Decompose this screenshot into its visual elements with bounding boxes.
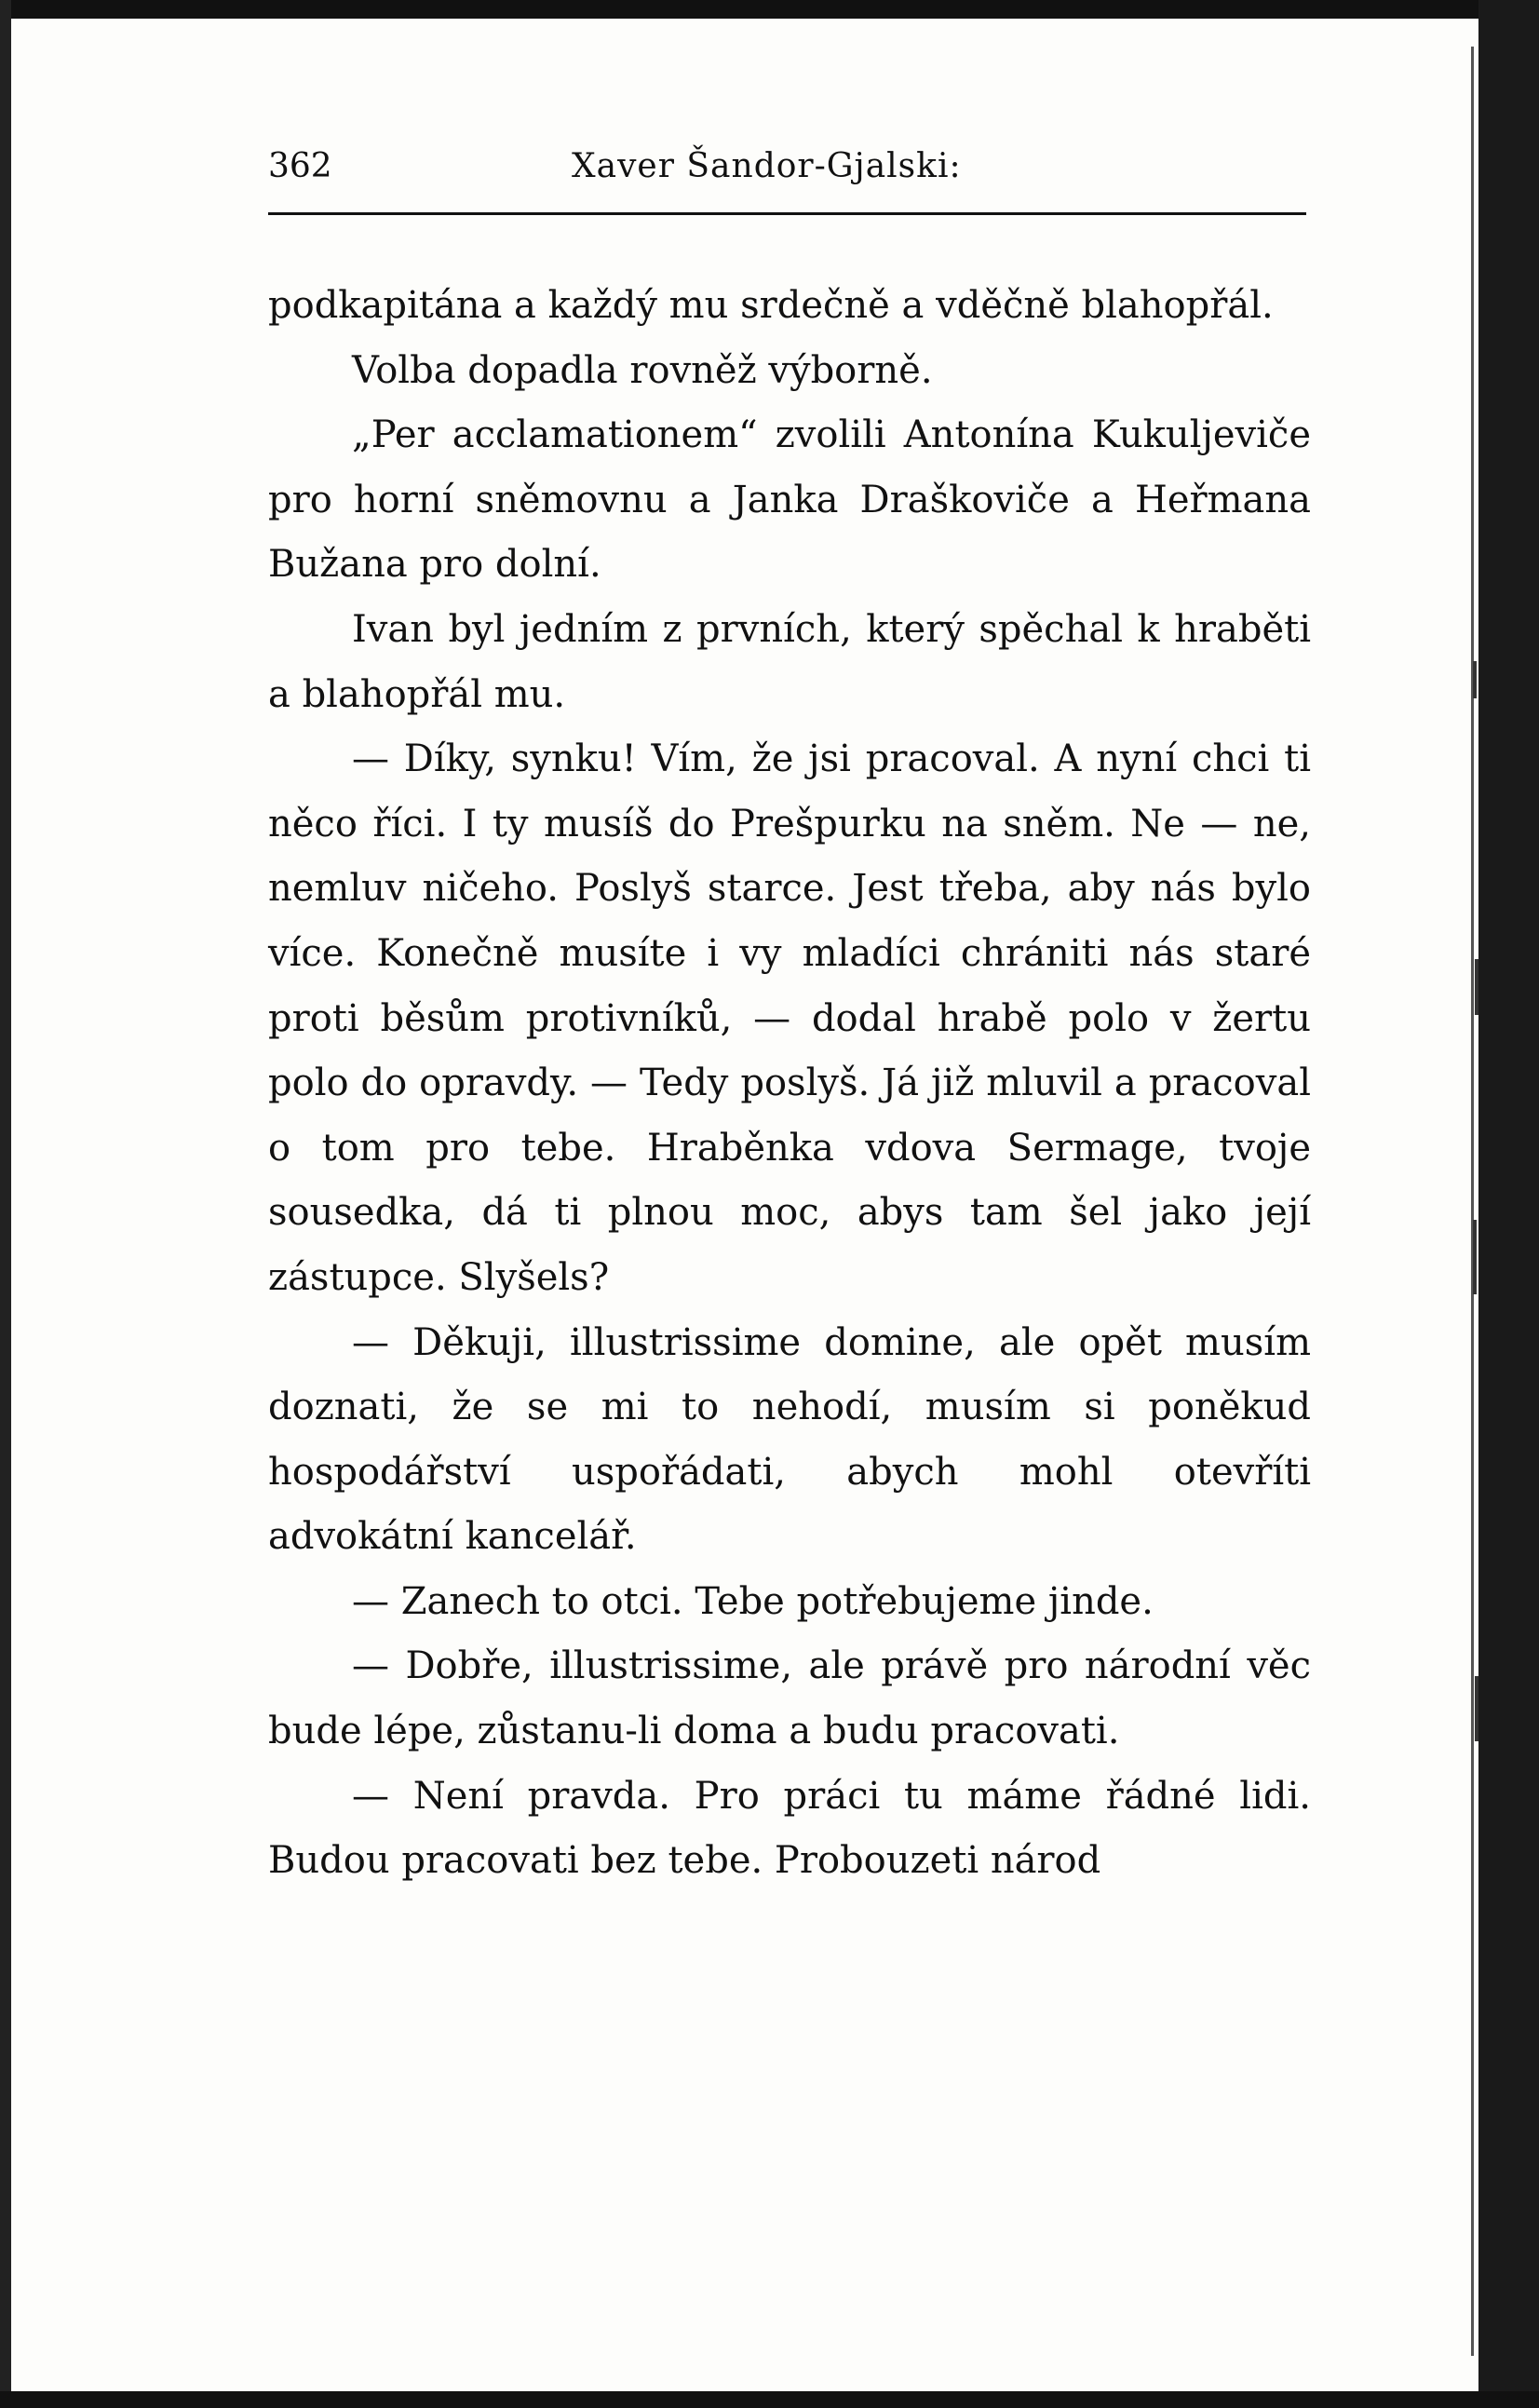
scan-border-left [0, 0, 11, 2408]
paragraph: podkapitána a každý mu srdečně a vděčně blahopřál. [268, 284, 1274, 327]
gutter-mark [1473, 1220, 1477, 1294]
paragraph: — Díky, synku! Vím, že jsi pracoval. A nyní chci ti něco říci. I ty musíš do Prešpurku na sněm. Ne — ne, nemluv ničeho. Poslyš starce. Jest třeba, aby nás bylo více. Konečně musíte i vy mladíci chrániti nás staré proti běsům protivníků, — dodal hrabě polo v žertu polo do opravdy. — Tedy poslyš. Já již mluvil a pracoval o tom pro tebe. Hraběnka vdova Sermage, tvoje sousedka, dá ti plnou moc, abys tam šel jako její zástupce. Slyšels? [268, 737, 1311, 1299]
paragraph: — Není pravda. Pro práci tu máme řádné lidi. Budou pracovati bez tebe. Probouzeti národ [268, 1774, 1311, 1883]
paragraph: — Dobře, illustrissime, ale právě pro národní věc bude lépe, zůstanu-li doma a budu pracovati. [268, 1644, 1311, 1753]
paragraph: — Zanech to otci. Tebe potřebujeme jinde. [352, 1579, 1154, 1623]
paragraph: Volba dopadla rovněž výborně. [352, 348, 933, 392]
paragraph: Ivan byl jedním z prvních, který spěchal k hraběti a blahopřál mu. [268, 607, 1311, 716]
running-title: Xaver Šandor-Gjalski: [572, 147, 962, 185]
gutter-mark [1473, 661, 1477, 698]
gutter-mark [1475, 959, 1478, 1015]
paragraph: „Per acclamationem“ zvolili Antonína Kukuljeviče pro horní sněmovnu a Janka Draškoviče a Heřmana Bužana pro dolní. [268, 413, 1311, 587]
scan-border-right [1478, 0, 1539, 2408]
paragraph: — Děkuji, illustrissime domine, ale opět musím doznati, že se mi to nehodí, musím si poněkud hospodářství uspořádati, abych mohl otevříti advokátní kancelář. [268, 1320, 1311, 1559]
running-header [259, 147, 1311, 184]
scan-border-bottom [0, 2391, 1539, 2408]
header-rule [268, 212, 1306, 215]
gutter-mark [1475, 1676, 1478, 1741]
page-number: 362 [268, 147, 332, 185]
binding-edge [1471, 47, 1474, 2356]
scan-border-top [0, 0, 1539, 19]
body-text [268, 274, 1311, 1894]
